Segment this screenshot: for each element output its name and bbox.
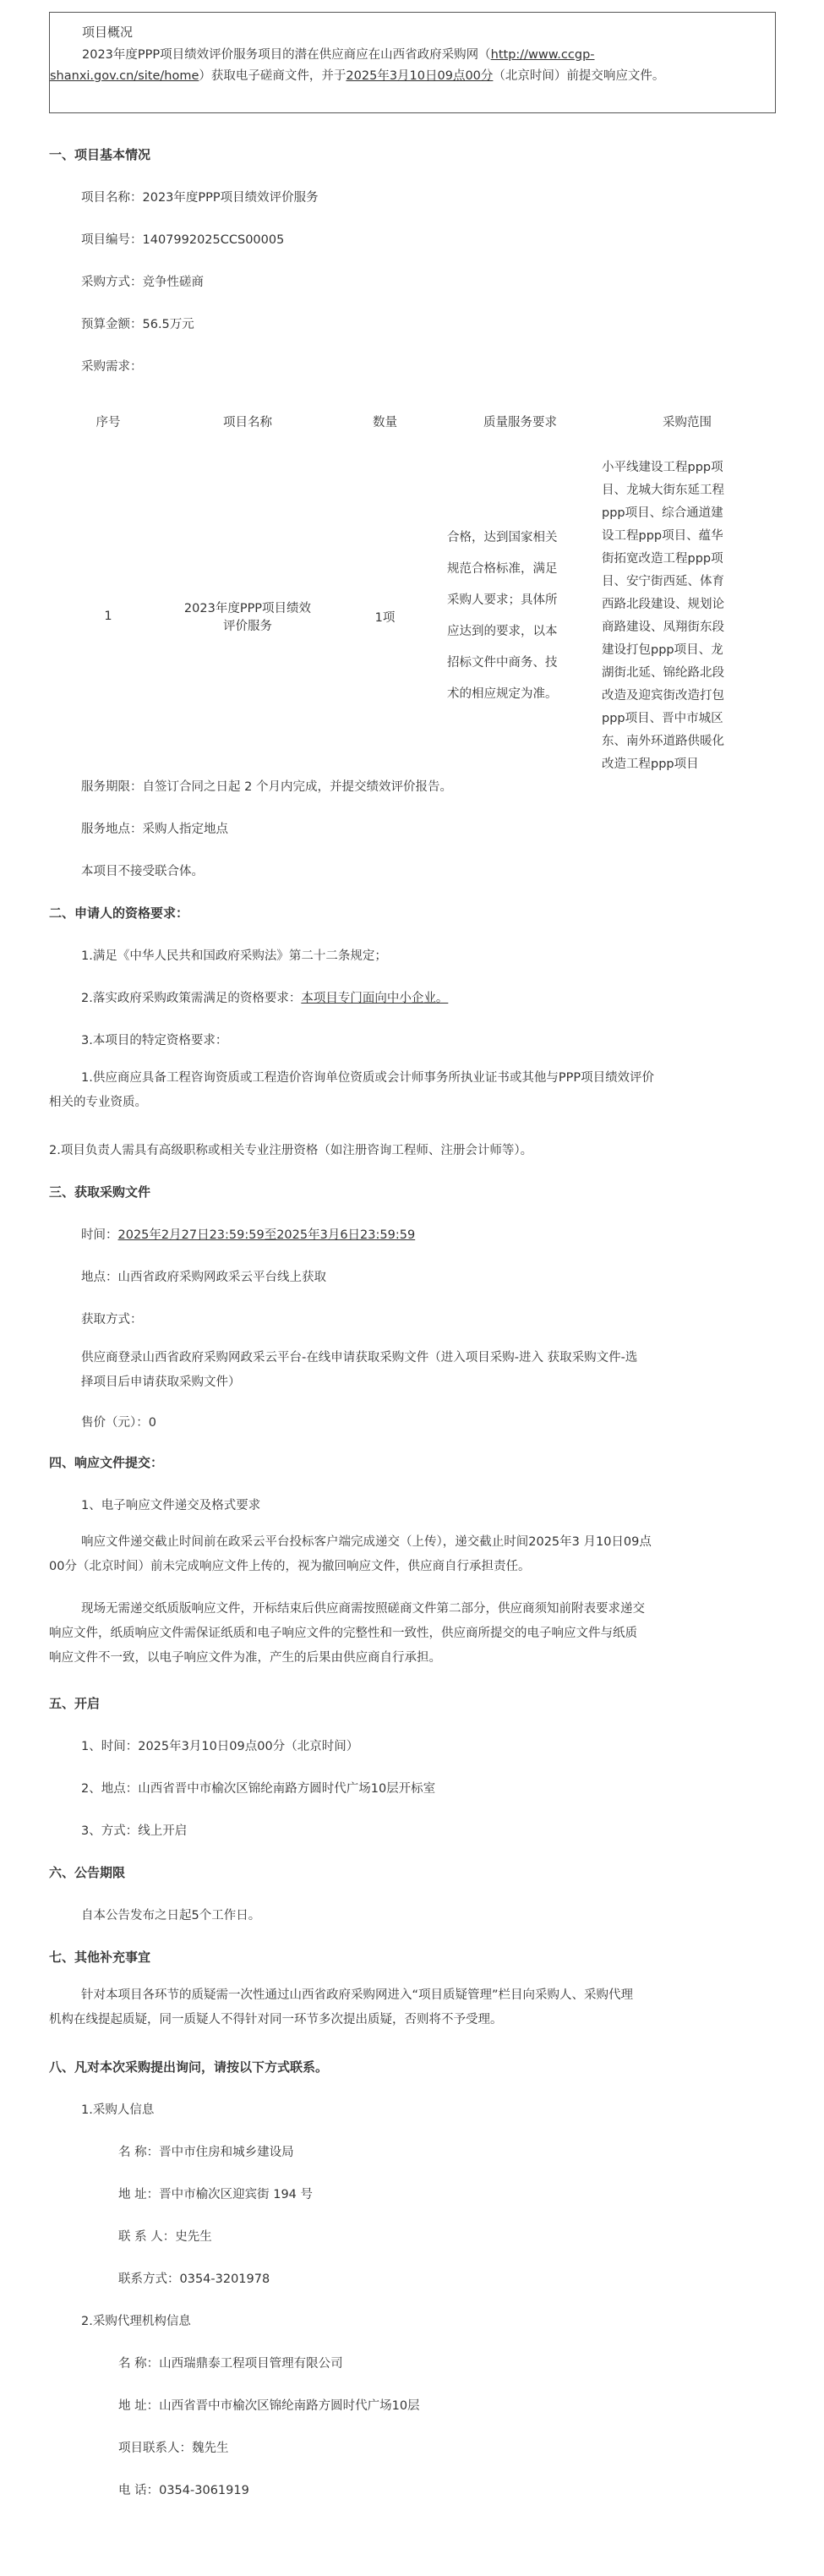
buyer-phone: 联系方式：0354-3201978 <box>118 2272 270 2286</box>
cell-name-line: 评价服务 <box>223 620 272 633</box>
acquire-method-label: 获取方式： <box>81 1313 143 1326</box>
section-1-heading: 一、项目基本情况 <box>49 147 151 162</box>
overview-suffix: （北京时间）前提交响应文件。 <box>493 69 665 83</box>
quality-line: 术的相应规定为准。 <box>447 687 558 701</box>
section-2-heading: 二、申请人的资格要求： <box>49 905 189 921</box>
scope-line: 湖街北延、锦纶路北段 <box>602 666 724 680</box>
section-4-heading: 四、响应文件提交： <box>49 1455 164 1470</box>
procurement-method: 采购方式：竞争性磋商 <box>81 276 204 289</box>
col-header-scope: 采购范围 <box>663 415 712 429</box>
quality-line: 采购人要求；具体所 <box>447 593 558 607</box>
table-header-row <box>49 394 776 448</box>
qual-sub-1-line: 1.供应商应具备工程咨询资质或工程造价咨询单位资质或会计师事务所执业证书或其他与PPP项目绩效评价 <box>81 1071 655 1085</box>
quality-line: 应达到的要求，以本 <box>447 625 558 638</box>
col-header-name: 项目名称 <box>223 415 272 429</box>
submission-sub-heading: 1、电子响应文件递交及格式要求 <box>81 1499 261 1512</box>
submission-line: 现场无需递交纸质版响应文件，开标结束后供应商需按照磋商文件第二部分，供应商须知前附表要求递交 <box>81 1602 645 1616</box>
section-6-heading: 六、公告期限 <box>49 1865 126 1880</box>
quality-line: 合格，达到国家相关 <box>447 531 558 544</box>
agent-address: 地 址：山西省晋中市榆次区锦纶南路方圆时代广场10层 <box>118 2399 420 2413</box>
agent-info-title: 2.采购代理机构信息 <box>81 2315 191 2328</box>
buyer-contact: 联 系 人：史先生 <box>118 2230 212 2244</box>
budget-amount: 预算金额：56.5万元 <box>81 318 194 331</box>
service-location: 服务地点：采购人指定地点 <box>81 823 228 836</box>
qual-sub-1 <box>49 1066 776 1115</box>
supplementary-text <box>49 1983 776 2032</box>
quality-line: 规范合格标准，满足 <box>447 562 558 576</box>
scope-line: 目、龙城大街东延工程 <box>602 484 724 497</box>
col-header-quality: 质量服务要求 <box>483 415 557 429</box>
scope-line: ppp项目、综合通道建 <box>602 506 723 520</box>
scope-line: 西路北段建设、规划论 <box>602 598 724 611</box>
cell-name-line: 2023年度PPP项目绩效 <box>183 602 312 615</box>
acquire-time-label: 时间： <box>81 1228 118 1242</box>
qual-sub-2: 2.项目负责人需具有高级职称或相关专业注册资格（如注册咨询工程师、注册会计师等）。 <box>49 1144 533 1157</box>
acquire-method-line: 择项目后申请获取采购文件） <box>81 1376 241 1389</box>
scope-line: 小平线建设工程ppp项 <box>602 461 723 474</box>
sme-only-note: 本项目专门面向中小企业。 <box>301 992 449 1005</box>
buyer-info-title: 1.采购人信息 <box>81 2103 155 2117</box>
qual-item-3: 3.本项目的特定资格要求： <box>81 1034 228 1047</box>
acquire-time <box>81 1225 415 1243</box>
overview-line1: 2023年度PPP项目绩效评价服务项目的潜在供应商应在山西省政府采购网（ <box>82 48 491 62</box>
col-header-no: 序号 <box>95 415 121 429</box>
buyer-name: 名 称：晋中市住房和城乡建设局 <box>118 2146 294 2159</box>
acquire-method-text <box>49 1346 776 1395</box>
overview-mid: ）获取电子磋商文件，并于 <box>199 69 347 83</box>
col-header-qty: 数量 <box>373 415 397 429</box>
opening-time: 1、时间：2025年3月10日09点00分（北京时间） <box>81 1740 359 1753</box>
scope-line: 街拓宽改造工程ppp项 <box>602 552 723 566</box>
submission-line: 响应文件递交截止时间前在政采云平台投标客户端完成递交（上传），递交截止时间2025年3 月10日09点 <box>81 1535 652 1549</box>
cell-quality <box>442 448 598 785</box>
submission-line: 00分（北京时间）前未完成响应文件上传的，视为撤回响应文件，供应商自行承担责任。 <box>49 1560 531 1573</box>
service-period: 服务期限：自签订合同之日起 2 个月内完成，并提交绩效评价报告。 <box>81 780 452 794</box>
project-overview-box <box>49 12 776 113</box>
scope-line: ppp项目、晋中市城区 <box>602 712 723 725</box>
cell-qty: 1项 <box>374 610 396 625</box>
acquire-method-line: 供应商登录山西省政府采购网政采云平台-在线申请获取采购文件（进入项目采购-进入 获取采购文件-选 <box>81 1351 638 1365</box>
scope-line: 改造及迎宾街改造打包 <box>602 689 724 703</box>
cell-name <box>167 448 328 785</box>
section-3-heading: 三、获取采购文件 <box>49 1184 151 1200</box>
document-price: 售价（元）：0 <box>81 1416 156 1430</box>
section-8-heading: 八、凡对本次采购提出询问，请按以下方式联系。 <box>49 2059 329 2075</box>
requirements-table <box>49 394 776 785</box>
supplementary-line: 针对本项目各环节的质疑需一次性通过山西省政府采购网进入“项目质疑管理”栏目向采购人、采购代理 <box>81 1988 634 2002</box>
overview-title: 项目概况 <box>82 25 134 40</box>
notice-period: 自本公告发布之日起5个工作日。 <box>81 1909 261 1922</box>
acquire-place: 地点：山西省政府采购网政采云平台线上获取 <box>81 1271 326 1284</box>
announcement-page <box>49 12 776 2497</box>
qual-item-2 <box>81 988 448 1006</box>
submission-para-1 <box>49 1530 776 1579</box>
supplementary-line: 机构在线提起质疑，同一质疑人不得针对同一环节多次提出质疑，否则将不予受理。 <box>49 2013 503 2026</box>
opening-mode: 3、方式：线上开启 <box>81 1824 188 1838</box>
scope-line: 改造工程ppp项目 <box>602 757 699 771</box>
submission-line: 响应文件不一致，以电子响应文件为准，产生的后果由供应商自行承担。 <box>49 1651 441 1665</box>
section-7-heading: 七、其他补充事宜 <box>49 1950 151 1965</box>
project-number: 项目编号：1407992025CCS00005 <box>81 233 285 247</box>
submission-line: 响应文件，纸质响应文件需保证纸质和电子响应文件的完整性和一致性，供应商所提交的电子响应文件与纸质 <box>49 1627 637 1640</box>
agent-contact: 项目联系人：魏先生 <box>118 2442 229 2455</box>
needs-label: 采购需求： <box>81 360 143 374</box>
agent-name: 名 称：山西瑞鼎泰工程项目管理有限公司 <box>118 2357 343 2371</box>
qual-item-1: 1.满足《中华人民共和国政府采购法》第二十二条规定； <box>81 949 387 963</box>
submission-para-2 <box>49 1597 776 1671</box>
quality-line: 招标文件中商务、技 <box>447 656 558 670</box>
acquire-time-value: 2025年2月27日23:59:59至2025年3月6日23:59:59 <box>117 1228 416 1242</box>
cell-no: 1 <box>104 610 112 623</box>
scope-line: 建设打包ppp项目、龙 <box>602 643 723 657</box>
qual-item-2-prefix: 2.落实政府采购政策需满足的资格要求： <box>81 992 302 1005</box>
agent-phone: 电 话：0354-3061919 <box>118 2484 249 2497</box>
overview-text <box>50 45 772 87</box>
opening-place: 2、地点：山西省晋中市榆次区锦纶南路方圆时代广场10层开标室 <box>81 1782 436 1796</box>
buyer-address: 地 址：晋中市榆次区迎宾街 194 号 <box>118 2188 314 2201</box>
consortium-note: 本项目不接受联合体。 <box>81 865 204 878</box>
ccgp-link[interactable]: http://www.ccgp- <box>490 48 595 62</box>
scope-line: 东、南外环道路供暖化 <box>602 735 724 748</box>
scope-line: 设工程ppp项目、蕴华 <box>602 529 723 543</box>
ccgp-link-cont[interactable]: shanxi.gov.cn/site/home <box>50 69 199 83</box>
project-name: 项目名称：2023年度PPP项目绩效评价服务 <box>81 191 319 205</box>
qual-sub-1-line: 相关的专业资质。 <box>49 1096 147 1109</box>
cell-scope <box>598 448 776 785</box>
scope-line: 目、安宁街西延、体育 <box>602 575 724 588</box>
table-row <box>49 448 776 785</box>
section-5-heading: 五、开启 <box>49 1696 101 1711</box>
scope-line: 商路建设、凤翔街东段 <box>602 621 724 634</box>
overview-deadline: 2025年3月10日09点00分 <box>346 69 494 83</box>
